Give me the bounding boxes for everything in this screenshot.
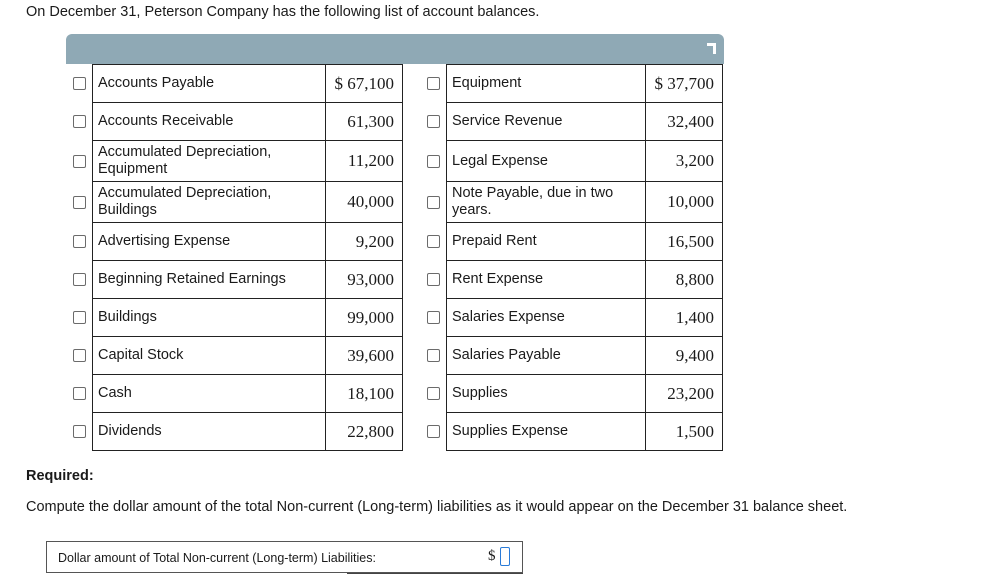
checkbox-icon[interactable] xyxy=(427,311,440,324)
account-amount: 9,200 xyxy=(326,223,403,261)
account-name: Accumulated Depreciation, Buildings xyxy=(93,182,326,223)
checkbox-icon[interactable] xyxy=(73,115,86,128)
account-name: Beginning Retained Earnings xyxy=(93,261,326,299)
account-name: Accumulated Depreciation, Equipment xyxy=(93,141,326,182)
account-amount: 11,200 xyxy=(326,141,403,182)
table-row xyxy=(420,375,723,413)
account-name: Equipment xyxy=(447,65,646,103)
currency-sign: $ xyxy=(488,548,496,564)
account-amount: 23,200 xyxy=(646,375,723,413)
account-amount: 1,400 xyxy=(646,299,723,337)
account-amount: 40,000 xyxy=(326,182,403,223)
account-balances-card xyxy=(66,34,724,452)
account-name: Note Payable, due in two years. xyxy=(447,182,646,223)
checkbox-icon[interactable] xyxy=(427,196,440,209)
table-row xyxy=(66,141,403,182)
table-row xyxy=(66,182,403,223)
account-amount: 32,400 xyxy=(646,103,723,141)
account-amount: 16,500 xyxy=(646,223,723,261)
checkbox-icon[interactable] xyxy=(73,235,86,248)
account-name: Advertising Expense xyxy=(93,223,326,261)
account-amount: 3,200 xyxy=(646,141,723,182)
table-row xyxy=(66,65,403,103)
account-name: Salaries Expense xyxy=(447,299,646,337)
checkbox-icon[interactable] xyxy=(427,425,440,438)
account-amount: 99,000 xyxy=(326,299,403,337)
table-row xyxy=(66,375,403,413)
account-amount: 93,000 xyxy=(326,261,403,299)
required-text: Compute the dollar amount of the total Non-current (Long-term) liabilities as it would appear on the December 31 balance sheet. xyxy=(26,499,848,515)
account-name: Supplies Expense xyxy=(447,413,646,451)
checkbox-icon[interactable] xyxy=(73,425,86,438)
table-row xyxy=(420,261,723,299)
account-amount: 8,800 xyxy=(646,261,723,299)
account-name: Buildings xyxy=(93,299,326,337)
table-row xyxy=(420,182,723,223)
answer-label: Dollar amount of Total Non-current (Long-term) Liabilities: xyxy=(58,551,376,565)
answer-underline xyxy=(347,573,523,574)
account-name: Prepaid Rent xyxy=(447,223,646,261)
checkbox-icon[interactable] xyxy=(73,387,86,400)
checkbox-icon[interactable] xyxy=(427,235,440,248)
account-amount: 22,800 xyxy=(326,413,403,451)
account-name: Accounts Receivable xyxy=(93,103,326,141)
intro-text: On December 31, Peterson Company has the following list of account balances. xyxy=(26,4,540,20)
checkbox-icon[interactable] xyxy=(73,155,86,168)
checkbox-icon[interactable] xyxy=(427,155,440,168)
checkbox-icon[interactable] xyxy=(73,349,86,362)
table-row xyxy=(420,65,723,103)
table-row xyxy=(420,337,723,375)
table-row xyxy=(420,299,723,337)
table-row xyxy=(420,413,723,451)
checkbox-icon[interactable] xyxy=(73,77,86,90)
account-amount: $ 37,700 xyxy=(646,65,723,103)
account-name: Supplies xyxy=(447,375,646,413)
table-row xyxy=(66,413,403,451)
account-amount: $ 67,100 xyxy=(326,65,403,103)
checkbox-icon[interactable] xyxy=(427,273,440,286)
account-name: Salaries Payable xyxy=(447,337,646,375)
table-row xyxy=(420,103,723,141)
corner-arrow-icon[interactable] xyxy=(707,43,716,54)
account-name: Cash xyxy=(93,375,326,413)
account-amount: 1,500 xyxy=(646,413,723,451)
account-name: Legal Expense xyxy=(447,141,646,182)
checkbox-icon[interactable] xyxy=(73,311,86,324)
account-amount: 18,100 xyxy=(326,375,403,413)
checkbox-icon[interactable] xyxy=(73,273,86,286)
checkbox-icon[interactable] xyxy=(427,115,440,128)
accounts-column-right xyxy=(420,64,724,451)
accounts-column-left xyxy=(66,64,406,451)
table-row xyxy=(66,299,403,337)
account-amount: 61,300 xyxy=(326,103,403,141)
checkbox-icon[interactable] xyxy=(73,196,86,209)
required-label: Required: xyxy=(26,468,94,484)
liabilities-amount-input[interactable] xyxy=(500,547,510,566)
table-row xyxy=(66,223,403,261)
account-amount: 9,400 xyxy=(646,337,723,375)
account-amount: 10,000 xyxy=(646,182,723,223)
account-name: Dividends xyxy=(93,413,326,451)
table-row xyxy=(66,103,403,141)
table-row xyxy=(420,141,723,182)
account-name: Service Revenue xyxy=(447,103,646,141)
table-row xyxy=(66,337,403,375)
account-name: Accounts Payable xyxy=(93,65,326,103)
card-header xyxy=(66,34,724,64)
accounts-table-left xyxy=(66,64,403,451)
checkbox-icon[interactable] xyxy=(427,77,440,90)
checkbox-icon[interactable] xyxy=(427,387,440,400)
answer-box xyxy=(46,541,523,573)
checkbox-icon[interactable] xyxy=(427,349,440,362)
accounts-table-right xyxy=(420,64,723,451)
account-name: Rent Expense xyxy=(447,261,646,299)
account-name: Capital Stock xyxy=(93,337,326,375)
account-amount: 39,600 xyxy=(326,337,403,375)
table-row xyxy=(420,223,723,261)
table-row xyxy=(66,261,403,299)
